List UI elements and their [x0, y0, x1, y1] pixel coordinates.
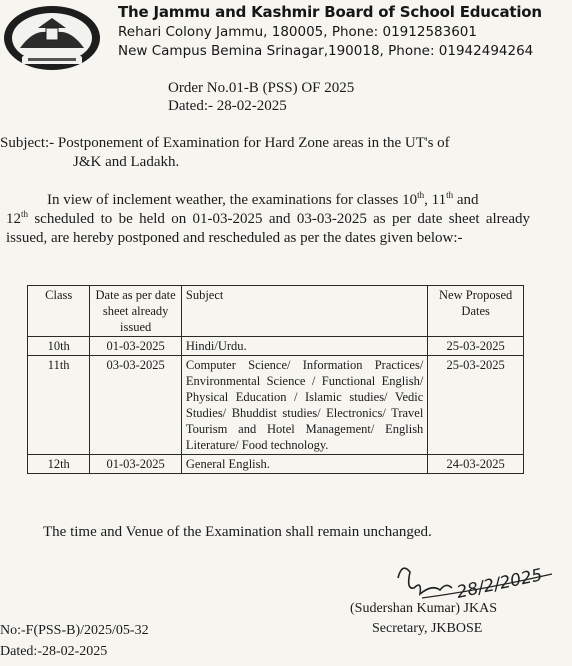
- file-number: No:-F(PSS-B)/2025/05-32: [0, 623, 149, 638]
- cell-date: 03-03-2025: [90, 356, 182, 455]
- body-text-2: , 11: [424, 192, 447, 208]
- schedule-table: [27, 285, 524, 474]
- body-text-3: and: [453, 192, 479, 208]
- cell-class: 10th: [28, 337, 90, 356]
- superscript-th: th: [446, 190, 454, 200]
- signer-name: (Sudershan Kumar) JKAS: [350, 601, 497, 616]
- subject-line: Subject:- Postponement of Examination for Hard Zone areas in the UT's of: [0, 135, 450, 151]
- cell-new-date: 25-03-2025: [428, 337, 524, 356]
- body-text-5: scheduled to be held on 01-03-2025 and 03-03-2025 as per date sheet already issued, are hereby postponed and rescheduled as per the dates given below:-: [6, 211, 530, 246]
- closing-statement: The time and Venue of the Examination shall remain unchanged.: [43, 524, 432, 540]
- superscript-th: th: [417, 190, 425, 200]
- cell-new-date: 25-03-2025: [428, 356, 524, 455]
- table-row: [28, 455, 524, 474]
- jammu-address: Rehari Colony Jammu, 180005, Phone: 01912583601: [118, 24, 477, 40]
- order-date: Dated:- 28-02-2025: [168, 98, 287, 114]
- cell-subject: Computer Science/ Information Practices/ Environmental Science / Functional English/ Physical Education / Islamic studies/ Vedic Studies/ Bhuddist studies/ Electronics/ Travel Tourism and Hotel Management/ English Literature/ Food technology.: [181, 356, 427, 455]
- cell-class: 12th: [28, 455, 90, 474]
- cell-date: 01-03-2025: [90, 455, 182, 474]
- header-date: Date as per date sheet already issued: [90, 286, 182, 337]
- body-first-line: [6, 191, 530, 210]
- srinagar-address: New Campus Bemina Srinagar,190018, Phone: 01942494264: [118, 43, 534, 59]
- body-text-4: 12: [6, 211, 21, 227]
- board-title: The Jammu and Kashmir Board of School Education: [118, 3, 542, 21]
- subject-line-continued: J&K and Ladakh.: [73, 154, 180, 170]
- header-subject: Subject: [181, 286, 427, 337]
- order-number: Order No.01-B (PSS) OF 2025: [168, 80, 355, 96]
- cell-subject: General English.: [181, 455, 427, 474]
- signer-designation: Secretary, JKBOSE: [372, 621, 483, 636]
- superscript-th: th: [21, 209, 29, 219]
- table-row: [28, 356, 524, 455]
- header-new-dates: New Proposed Dates: [428, 286, 524, 337]
- cell-class: 11th: [28, 356, 90, 455]
- jkbose-emblem-icon: [2, 4, 102, 72]
- cell-date: 01-03-2025: [90, 337, 182, 356]
- body-text-1: In view of inclement weather, the examinations for classes 10: [47, 192, 418, 208]
- header-class: Class: [28, 286, 90, 337]
- footer-date: Dated:-28-02-2025: [0, 644, 108, 659]
- table-row: [28, 337, 524, 356]
- table-header-row: [28, 286, 524, 337]
- cell-new-date: 24-03-2025: [428, 455, 524, 474]
- cell-subject: Hindi/Urdu.: [181, 337, 427, 356]
- body-paragraph: [6, 191, 530, 248]
- signature-date: 28/2/2025: [454, 565, 545, 603]
